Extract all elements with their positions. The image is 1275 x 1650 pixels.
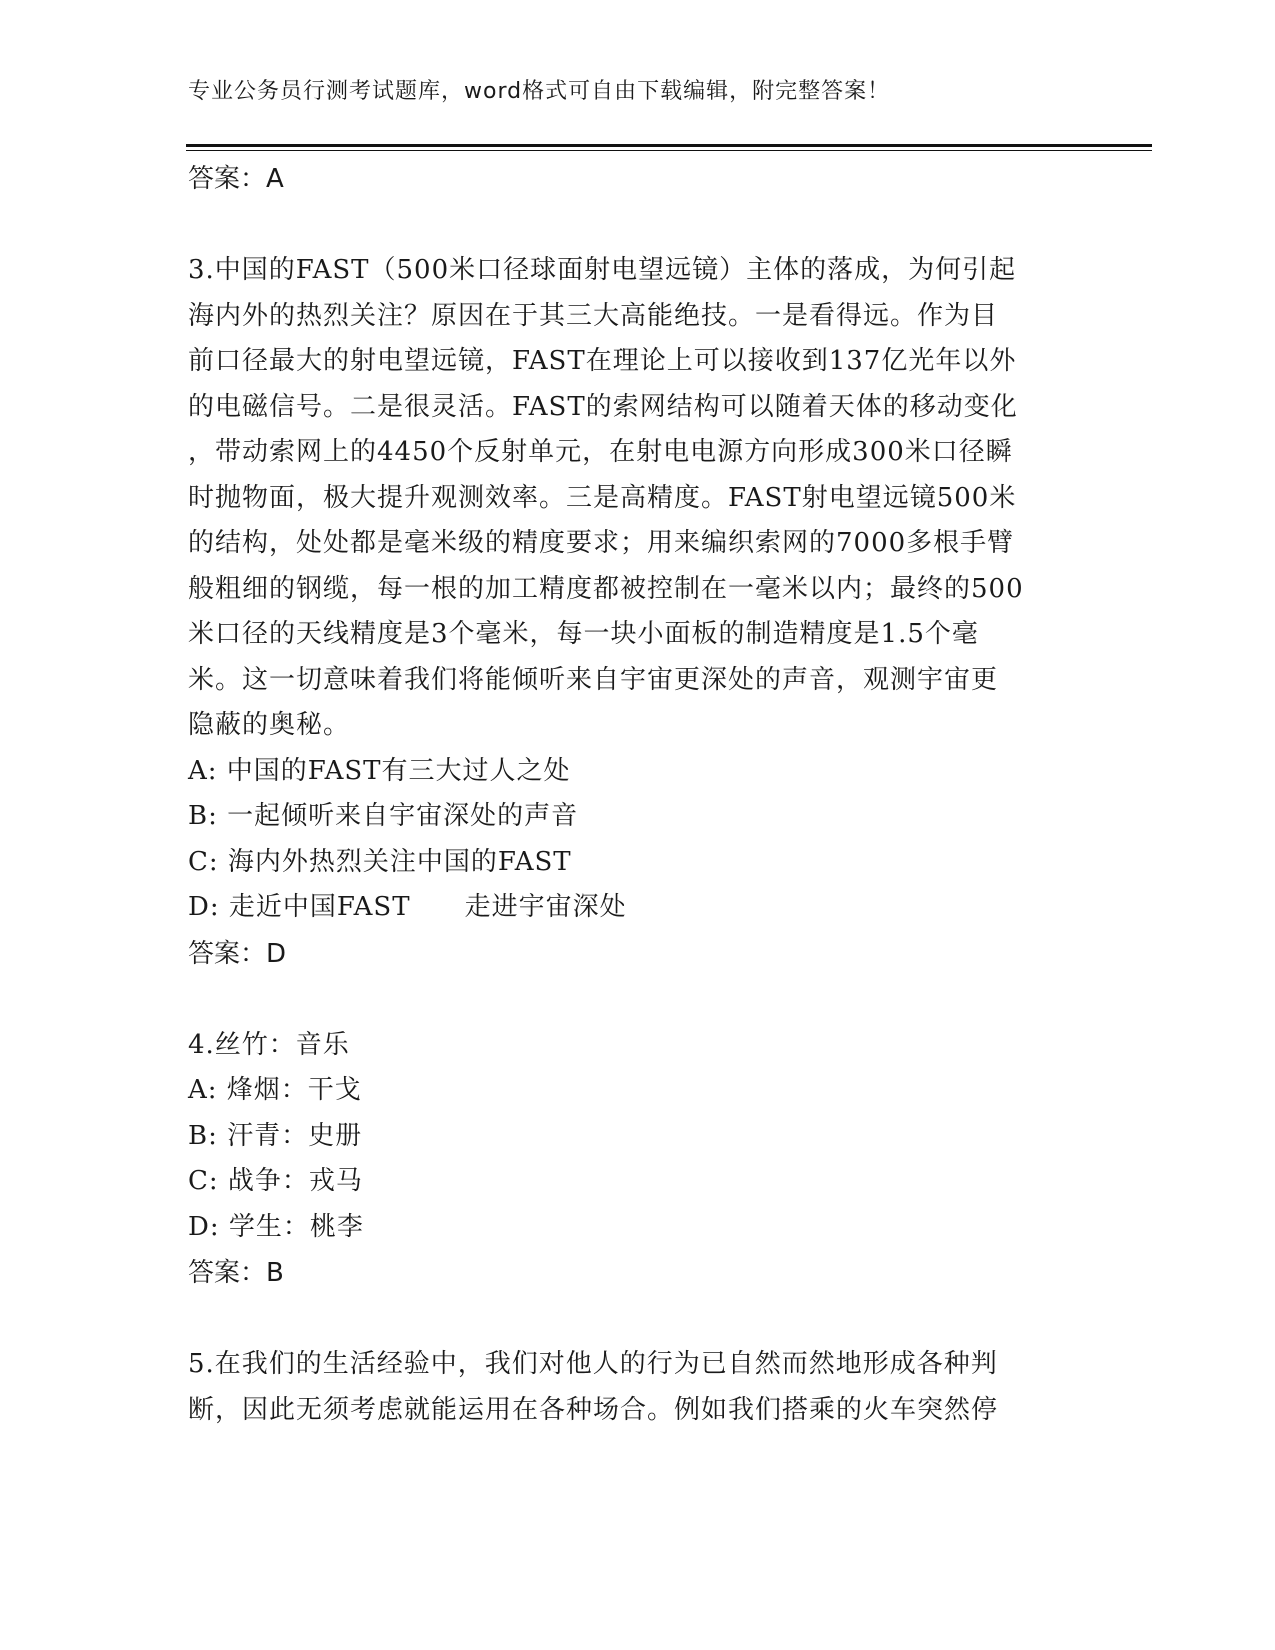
question-text-line: 前口径最大的射电望远镜，FAST在理论上可以接收到137亿光年以外 <box>188 346 1017 376</box>
question-text-line: 5.在我们的生活经验中，我们对他人的行为已自然而然地形成各种判 <box>188 1349 998 1379</box>
question-text-line: 米口径的天线精度是3个毫米，每一块小面板的制造精度是1.5个毫 <box>188 619 979 649</box>
question-text-line: 米。这一切意味着我们将能倾听来自宇宙更深处的声音，观测宇宙更 <box>188 664 999 695</box>
question-text-line: 4.丝竹：音乐 <box>188 1029 350 1060</box>
answer-line: 答案：D <box>188 938 287 969</box>
option-c: C: 战争：戎马 <box>188 1166 363 1196</box>
option-b: B: 汗青：史册 <box>188 1120 363 1151</box>
question-text-line: 隐蔽的奥秘。 <box>188 710 351 740</box>
question-3 <box>188 248 1088 977</box>
question-text-line: 断，因此无须考虑就能运用在各种场合。例如我们搭乘的火车突然停 <box>188 1394 999 1425</box>
option-b: B: 一起倾听来自宇宙深处的声音 <box>188 801 579 831</box>
question-text-line: 般粗细的钢缆，每一根的加工精度都被控制在一毫米以内；最终的500 <box>188 573 1024 604</box>
option-a: A: 中国的FAST有三大过人之处 <box>188 755 571 786</box>
answer-line: 答案：B <box>188 1258 284 1288</box>
option-d: D: 学生：桃李 <box>188 1211 364 1242</box>
question-text-line: 3.中国的FAST（500米口径球面射电望远镜）主体的落成，为何引起 <box>188 255 1017 285</box>
spacer <box>188 202 1088 248</box>
header-rule-thick <box>186 144 1152 147</box>
document-body <box>188 156 1088 1433</box>
question-5 <box>188 1342 1088 1433</box>
answer-line: 答案：A <box>188 164 284 194</box>
spacer <box>188 977 1088 1023</box>
spacer <box>188 1296 1088 1342</box>
question-text-line: 海内外的热烈关注？原因在于其三大高能绝技。一是看得远。作为目 <box>188 300 999 331</box>
question-text-line: 时抛物面，极大提升观测效率。三是高精度。FAST射电望远镜500米 <box>188 482 1017 513</box>
question-text-line: 的结构，处处都是毫米级的精度要求；用来编织索网的7000多根手臂 <box>188 528 1015 558</box>
option-a: A: 烽烟：干戈 <box>188 1075 362 1105</box>
question-4 <box>188 1023 1088 1297</box>
question-text-line: ，带动索网上的4450个反射单元，在射电电源方向形成300米口径瞬 <box>188 437 1013 467</box>
header-rule-thin <box>186 150 1152 151</box>
question-text-line: 的电磁信号。二是很灵活。FAST的索网结构可以随着天体的移动变化 <box>188 391 1018 422</box>
option-c: C: 海内外热烈关注中国的FAST <box>188 846 572 877</box>
page-header: 专业公务员行测考试题库，word格式可自由下载编辑，附完整答案！ <box>188 79 891 104</box>
option-d: D: 走近中国FAST 走进宇宙深处 <box>188 892 627 922</box>
